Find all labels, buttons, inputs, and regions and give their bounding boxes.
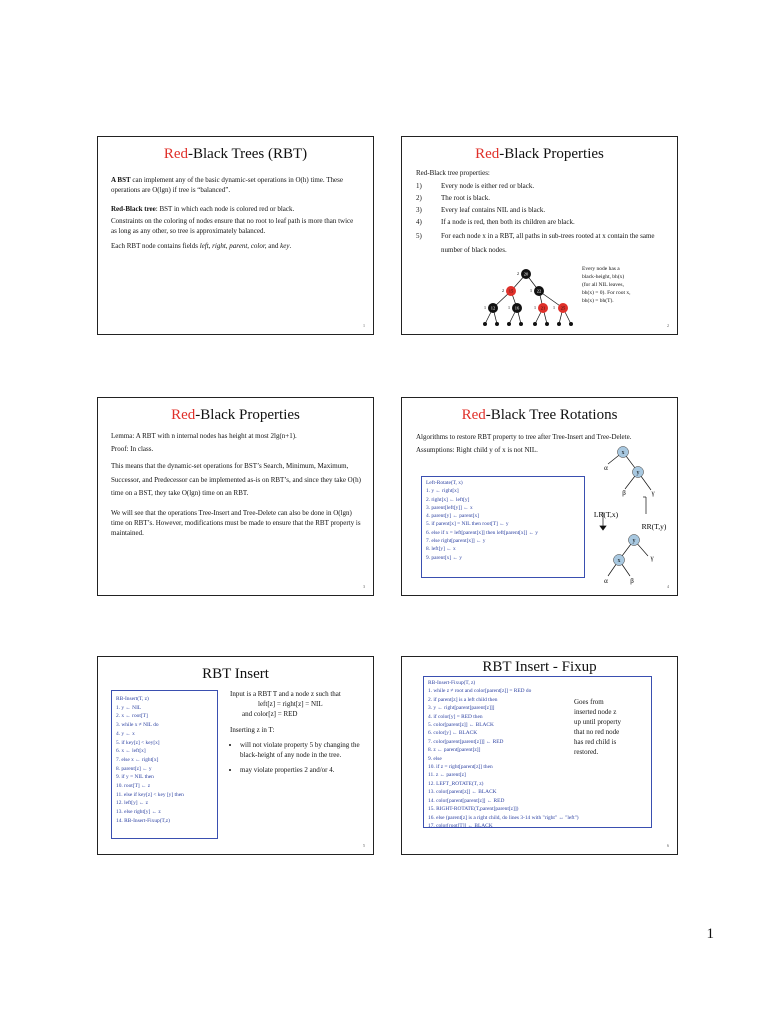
svg-text:γ: γ <box>651 489 655 497</box>
list-item: 5) For each node x in a RBT, all paths in sub-trees rooted at x contain the same number of black nodes. <box>416 232 655 254</box>
slide-title: Red-Black Tree Rotations <box>461 407 618 423</box>
list-item: 4) If a node is red, then both its children are black. <box>416 218 575 226</box>
paragraph: and color[z] = RED <box>242 710 298 718</box>
svg-text:β: β <box>622 489 626 497</box>
svg-text:1: 1 <box>483 305 487 310</box>
slide-5 <box>97 656 374 855</box>
svg-text:x: x <box>617 558 621 564</box>
slide-title: Red-Black Properties <box>171 407 300 423</box>
paragraph: left[z] = right[z] = NIL <box>258 700 323 708</box>
svg-text:21: 21 <box>540 305 546 311</box>
slide-number: 5 <box>363 843 365 848</box>
svg-text:β: β <box>630 577 634 585</box>
slide-title: RBT Insert - Fixup <box>482 659 597 675</box>
svg-text:2: 2 <box>516 271 520 276</box>
slide-2 <box>401 136 678 335</box>
slide-number: 1 <box>363 323 365 328</box>
svg-text:25: 25 <box>560 305 566 311</box>
properties-list <box>416 181 666 257</box>
paragraph: Inserting z in T: <box>230 726 275 734</box>
paragraph: Lemma: A RBT with n internal nodes has height at most 2lg(n+1). <box>111 432 297 440</box>
slide-number: 3 <box>363 584 365 589</box>
svg-text:16: 16 <box>514 305 520 311</box>
svg-text:α: α <box>604 577 608 585</box>
slide-number: 4 <box>667 584 669 589</box>
list-item: • will not violate property 5 by changing the black-height of any node in the tree. <box>240 740 366 760</box>
red-black-tree-diagram <box>480 265 590 329</box>
svg-text:1: 1 <box>529 288 533 293</box>
paragraph: Proof: In class. <box>111 445 154 453</box>
paragraph: Assumptions: Right child y of x is not NIL. <box>416 446 538 454</box>
slide-1 <box>97 136 374 335</box>
svg-text:1: 1 <box>533 305 537 310</box>
slide-number: 6 <box>667 843 669 848</box>
paragraph: A BST can implement any of the basic dynamic-set operations in O(h) time. These operations are O(lgn) if tree is “balanced”. <box>111 176 343 194</box>
slide-title: Red-Black Trees (RBT) <box>163 146 308 162</box>
rb-insert-code: RB-Insert(T, z) 1. y ← NIL 2. x ← root[T] 3. while x ≠ NIL do 4. y ← x 5. if key[z] < key[x] 6. x ← left[x] 7. else x ← right[x] 8. parent[z] ← y 9. if y = NIL then 10. root[T] ← z 11. else if key[z] < key [y] then 12. left[y] ← z 13. else right[y] ← z 14. RB-Insert-Fixup(T,z) <box>111 690 218 839</box>
svg-text:1: 1 <box>552 305 556 310</box>
slide-4 <box>401 397 678 596</box>
paragraph: Each RBT node contains fields left, right, parent, color, and key. <box>111 242 292 250</box>
svg-text:2: 2 <box>501 288 505 293</box>
slide-body <box>416 168 666 259</box>
svg-text:1: 1 <box>507 305 511 310</box>
list-item: 3) Every leaf contains NIL and is black. <box>416 206 546 214</box>
svg-text:γ: γ <box>650 554 654 562</box>
svg-text:x: x <box>621 450 625 456</box>
svg-text:y: y <box>636 470 640 476</box>
svg-text:RR(T,y): RR(T,y) <box>641 522 667 531</box>
svg-text:y: y <box>632 538 636 544</box>
rb-insert-fixup-code: RB-Insert-Fixup(T, z) 1. while z ≠ root and color[parent[z]] = RED do 2. if parent[z] is a left child then 3. y ← right[parent[parent[z]]] 4. if color[y] = RED then 5. color[parent[z]] ← BLACK 6. color[y] ← BLACK 7. color[parent[parent[z]]] ← RED 8. z ← parent[parent[z]] 9. else 10. if z = right[parent[z]] then 11. z ← parent[z] 12. LEFT_ROTATE(T, z) 13. color[parent[z]] ← BLACK 14. color[parent[parent[z]] ← RED 15. RIGHT-ROTATE(T,parent[parent[z]]) 16. else (parent[z] is a right child, do lines 3-14 with "right" ↔ "left") 17. color[root[T]] ← BLACK <box>423 676 652 828</box>
svg-text:LR(T,x): LR(T,x) <box>593 510 619 519</box>
slide-title: RBT Insert <box>202 666 269 682</box>
svg-text:15: 15 <box>508 288 514 294</box>
slide-number: 2 <box>667 323 669 328</box>
svg-text:12: 12 <box>490 305 496 311</box>
svg-text:20: 20 <box>523 271 529 277</box>
paragraph: Red-Black tree: BST in which each node is colored red or black. <box>111 205 295 213</box>
slide-body <box>230 689 366 780</box>
list-item: • may violate properties 2 and/or 4. <box>240 765 366 775</box>
slide-title: Red-Black Properties <box>475 146 604 162</box>
page-number: 1 <box>706 926 714 942</box>
list-item: 1) Every node is either red or black. <box>416 182 535 190</box>
svg-text:α: α <box>604 464 608 472</box>
slide-body <box>111 175 359 256</box>
intro-text: Red-Black tree properties: <box>416 169 490 177</box>
slide-3 <box>97 397 374 596</box>
fixup-note: Goes from inserted node z up until property that no red node has red child is restored. <box>574 698 622 756</box>
tree-note: Every node has a black-height, bh(x) (for all NIL leaves, bh(x) = 0). For root x, bh(x) = bh(T). <box>582 266 631 304</box>
rotation-diagram <box>588 442 676 592</box>
list-item: 2) The root is black. <box>416 194 490 202</box>
paragraph: Algorithms to restore RBT property to tree after Tree-Insert and Tree-Delete. <box>416 433 632 441</box>
slide-6 <box>401 656 678 855</box>
left-rotate-code: Left-Rotate(T, x) 1. y ← right[x] 2. right[x] ← left[y] 3. parent[left[y]] ← x 4. parent[y] ← parent[x] 5. if parent[x] = NIL then root[T] ← y 6. else if x = left[parent[x]] then left[parent[x]] ← y 7. else right[parent[x]] ← y 8. left[y] ← x 9. parent[x] ← y <box>421 476 585 578</box>
bullet-list <box>230 740 366 775</box>
slide-body <box>111 431 363 543</box>
paragraph: Constraints on the coloring of nodes ensure that no root to leaf path is more than twice as long as any other, so tree is approximately balanced. <box>111 217 354 235</box>
paragraph: We will see that the operations Tree-Insert and Tree-Delete can also be done in O(lgn) time on RBT’s. However, modifications must be made to ensure that the RBT property is maintained. <box>111 508 361 537</box>
paragraph: Input is a RBT T and a node z such that <box>230 690 341 698</box>
svg-text:22: 22 <box>536 288 542 294</box>
paragraph: This means that the dynamic-set operations for BST’s Search, Minimum, Maximum, Successor, and Predecessor can be implemented as-is on RBT’s, and since they take O(h) time on a BST, they take O(lgn) time on an RBT. <box>111 462 361 497</box>
